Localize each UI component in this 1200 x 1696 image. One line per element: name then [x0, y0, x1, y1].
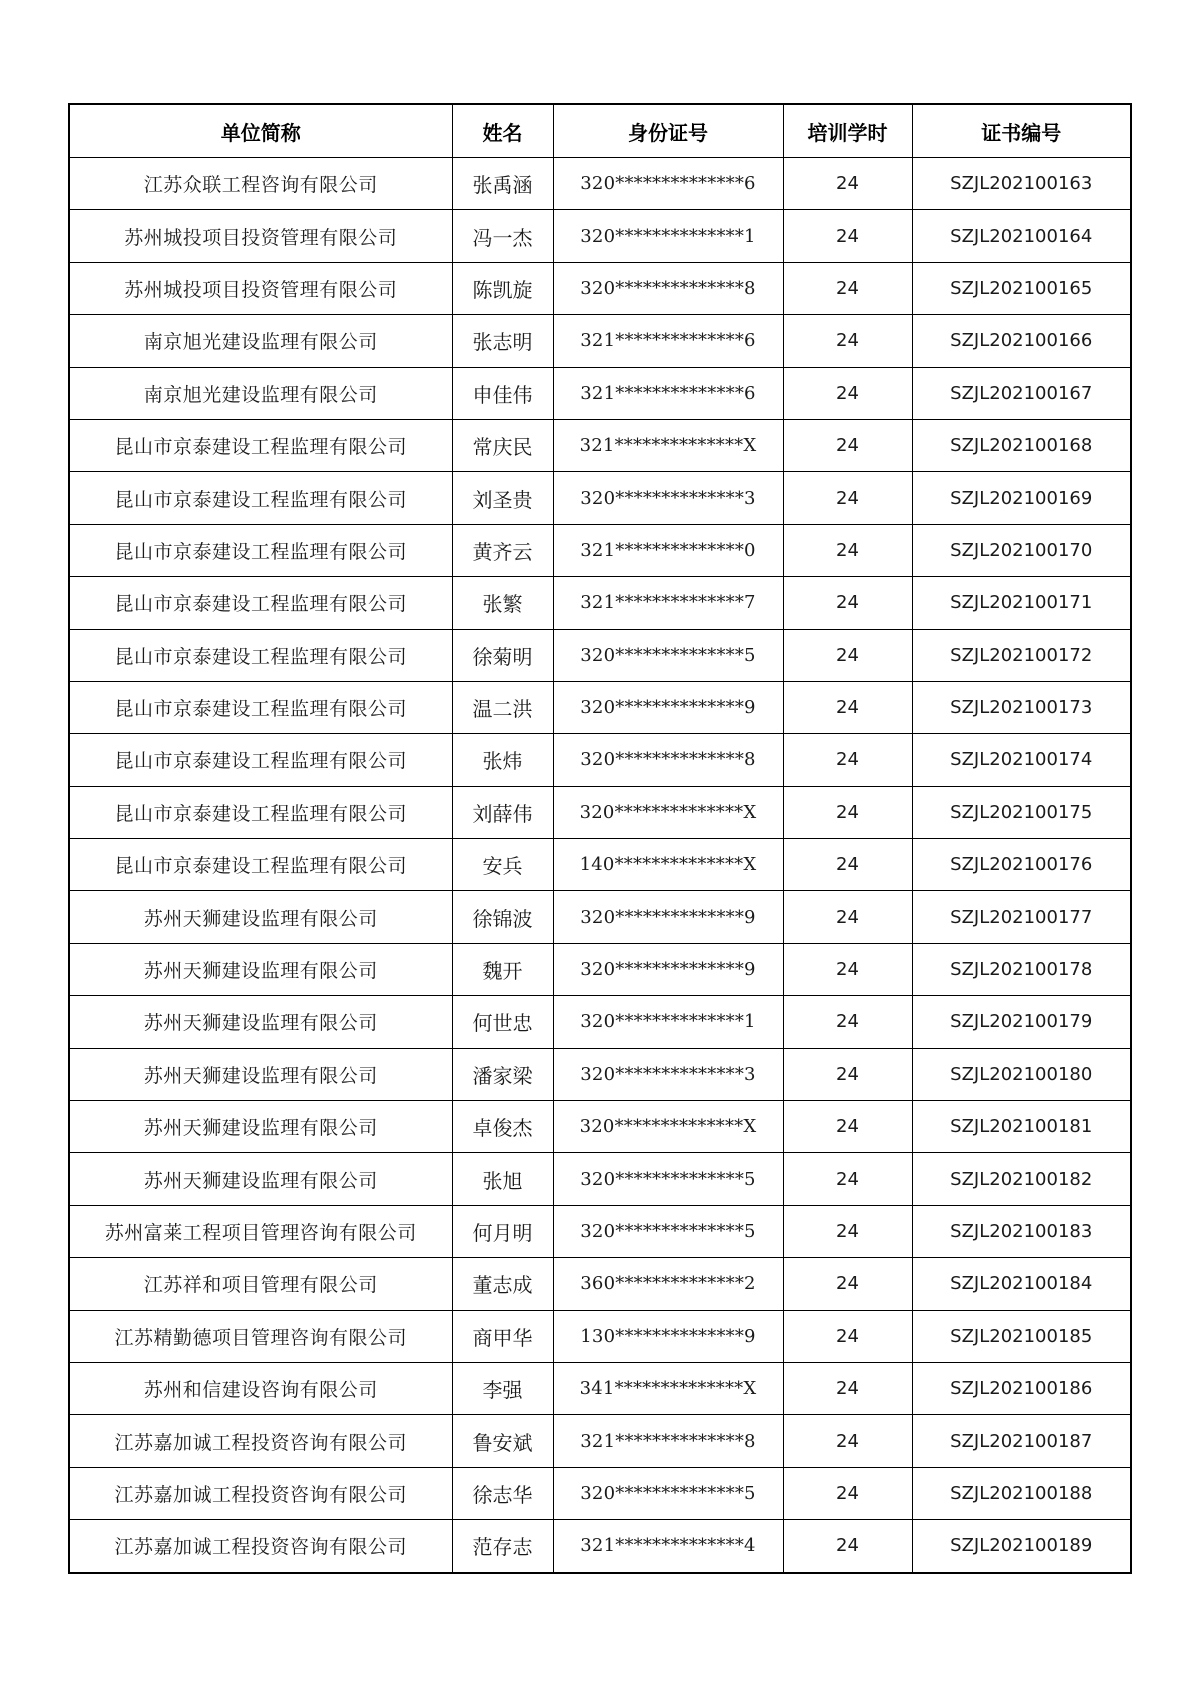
cell-id-number: 321**************6 — [553, 315, 783, 367]
table-row — [69, 315, 1131, 367]
cell-unit: 苏州城投项目投资管理有限公司 — [69, 210, 452, 262]
header-name: 姓名 — [452, 104, 553, 158]
cell-name: 李强 — [452, 1362, 553, 1414]
cell-name: 刘薛伟 — [452, 786, 553, 838]
cell-unit: 江苏精勤德项目管理咨询有限公司 — [69, 1310, 452, 1362]
cell-id-number: 321**************X — [553, 419, 783, 471]
table-row — [69, 943, 1131, 995]
cell-id-number: 320**************6 — [553, 158, 783, 210]
table-row — [69, 891, 1131, 943]
cell-name: 何世忠 — [452, 996, 553, 1048]
cell-name: 张繁 — [452, 577, 553, 629]
cell-training-hours: 24 — [783, 1048, 912, 1100]
cell-name: 张旭 — [452, 1153, 553, 1205]
training-record-table — [68, 103, 1132, 1574]
cell-training-hours: 24 — [783, 315, 912, 367]
cell-name: 张禹涵 — [452, 158, 553, 210]
table-header-row — [69, 104, 1131, 158]
table-row — [69, 1520, 1131, 1573]
table-row — [69, 262, 1131, 314]
cell-name: 范存志 — [452, 1520, 553, 1573]
cell-unit: 苏州天狮建设监理有限公司 — [69, 891, 452, 943]
cell-id-number: 320**************3 — [553, 1048, 783, 1100]
cell-certificate-number: SZJL202100172 — [912, 629, 1131, 681]
cell-id-number: 320**************8 — [553, 734, 783, 786]
cell-name: 安兵 — [452, 839, 553, 891]
cell-unit: 苏州天狮建设监理有限公司 — [69, 1101, 452, 1153]
cell-unit: 昆山市京泰建设工程监理有限公司 — [69, 629, 452, 681]
cell-unit: 昆山市京泰建设工程监理有限公司 — [69, 524, 452, 576]
cell-training-hours: 24 — [783, 681, 912, 733]
cell-unit: 苏州天狮建设监理有限公司 — [69, 1153, 452, 1205]
cell-unit: 江苏嘉加诚工程投资咨询有限公司 — [69, 1467, 452, 1519]
cell-id-number: 321**************0 — [553, 524, 783, 576]
cell-unit: 昆山市京泰建设工程监理有限公司 — [69, 786, 452, 838]
table-row — [69, 1415, 1131, 1467]
table-row — [69, 1101, 1131, 1153]
cell-certificate-number: SZJL202100186 — [912, 1362, 1131, 1414]
cell-certificate-number: SZJL202100188 — [912, 1467, 1131, 1519]
cell-name: 徐志华 — [452, 1467, 553, 1519]
cell-id-number: 320**************1 — [553, 996, 783, 1048]
cell-id-number: 341**************X — [553, 1362, 783, 1414]
cell-training-hours: 24 — [783, 786, 912, 838]
cell-name: 徐锦波 — [452, 891, 553, 943]
cell-certificate-number: SZJL202100171 — [912, 577, 1131, 629]
cell-certificate-number: SZJL202100170 — [912, 524, 1131, 576]
table-row — [69, 577, 1131, 629]
cell-unit: 苏州富莱工程项目管理咨询有限公司 — [69, 1205, 452, 1257]
cell-name: 申佳伟 — [452, 367, 553, 419]
cell-unit: 南京旭光建设监理有限公司 — [69, 315, 452, 367]
cell-id-number: 321**************8 — [553, 1415, 783, 1467]
cell-training-hours: 24 — [783, 1362, 912, 1414]
cell-unit: 苏州天狮建设监理有限公司 — [69, 943, 452, 995]
cell-unit: 苏州城投项目投资管理有限公司 — [69, 262, 452, 314]
cell-certificate-number: SZJL202100182 — [912, 1153, 1131, 1205]
cell-id-number: 320**************5 — [553, 1153, 783, 1205]
cell-unit: 南京旭光建设监理有限公司 — [69, 367, 452, 419]
cell-name: 张志明 — [452, 315, 553, 367]
cell-unit: 昆山市京泰建设工程监理有限公司 — [69, 472, 452, 524]
cell-id-number: 320**************8 — [553, 262, 783, 314]
table-row — [69, 524, 1131, 576]
table-row — [69, 786, 1131, 838]
cell-training-hours: 24 — [783, 367, 912, 419]
table-row — [69, 1362, 1131, 1414]
cell-training-hours: 24 — [783, 158, 912, 210]
cell-id-number: 320**************1 — [553, 210, 783, 262]
cell-name: 鲁安斌 — [452, 1415, 553, 1467]
cell-training-hours: 24 — [783, 1520, 912, 1573]
cell-certificate-number: SZJL202100177 — [912, 891, 1131, 943]
cell-certificate-number: SZJL202100178 — [912, 943, 1131, 995]
table-row — [69, 472, 1131, 524]
cell-training-hours: 24 — [783, 1101, 912, 1153]
cell-certificate-number: SZJL202100164 — [912, 210, 1131, 262]
table-row — [69, 629, 1131, 681]
cell-training-hours: 24 — [783, 1205, 912, 1257]
cell-name: 冯一杰 — [452, 210, 553, 262]
table-row — [69, 1467, 1131, 1519]
cell-id-number: 320**************5 — [553, 1467, 783, 1519]
cell-unit: 江苏嘉加诚工程投资咨询有限公司 — [69, 1520, 452, 1573]
cell-certificate-number: SZJL202100175 — [912, 786, 1131, 838]
cell-unit: 江苏祥和项目管理有限公司 — [69, 1258, 452, 1310]
cell-training-hours: 24 — [783, 524, 912, 576]
cell-training-hours: 24 — [783, 1310, 912, 1362]
cell-id-number: 320**************9 — [553, 891, 783, 943]
cell-certificate-number: SZJL202100180 — [912, 1048, 1131, 1100]
cell-id-number: 320**************X — [553, 1101, 783, 1153]
cell-training-hours: 24 — [783, 262, 912, 314]
cell-training-hours: 24 — [783, 577, 912, 629]
cell-certificate-number: SZJL202100181 — [912, 1101, 1131, 1153]
cell-id-number: 320**************3 — [553, 472, 783, 524]
cell-unit: 昆山市京泰建设工程监理有限公司 — [69, 577, 452, 629]
cell-certificate-number: SZJL202100167 — [912, 367, 1131, 419]
cell-certificate-number: SZJL202100166 — [912, 315, 1131, 367]
cell-certificate-number: SZJL202100185 — [912, 1310, 1131, 1362]
cell-certificate-number: SZJL202100169 — [912, 472, 1131, 524]
cell-unit: 江苏嘉加诚工程投资咨询有限公司 — [69, 1415, 452, 1467]
cell-unit: 昆山市京泰建设工程监理有限公司 — [69, 839, 452, 891]
cell-certificate-number: SZJL202100189 — [912, 1520, 1131, 1573]
cell-training-hours: 24 — [783, 1258, 912, 1310]
cell-training-hours: 24 — [783, 210, 912, 262]
cell-id-number: 320**************9 — [553, 681, 783, 733]
cell-training-hours: 24 — [783, 1467, 912, 1519]
cell-training-hours: 24 — [783, 1415, 912, 1467]
table-row — [69, 1205, 1131, 1257]
cell-unit: 苏州天狮建设监理有限公司 — [69, 1048, 452, 1100]
cell-certificate-number: SZJL202100184 — [912, 1258, 1131, 1310]
header-certificate-number: 证书编号 — [912, 104, 1131, 158]
table-row — [69, 1310, 1131, 1362]
cell-name: 商甲华 — [452, 1310, 553, 1362]
cell-name: 黄齐云 — [452, 524, 553, 576]
cell-certificate-number: SZJL202100179 — [912, 996, 1131, 1048]
table-row — [69, 210, 1131, 262]
cell-certificate-number: SZJL202100183 — [912, 1205, 1131, 1257]
cell-certificate-number: SZJL202100165 — [912, 262, 1131, 314]
cell-name: 常庆民 — [452, 419, 553, 471]
cell-name: 温二洪 — [452, 681, 553, 733]
cell-training-hours: 24 — [783, 839, 912, 891]
header-id-number: 身份证号 — [553, 104, 783, 158]
table-row — [69, 681, 1131, 733]
cell-training-hours: 24 — [783, 996, 912, 1048]
cell-name: 卓俊杰 — [452, 1101, 553, 1153]
cell-name: 潘家梁 — [452, 1048, 553, 1100]
table-row — [69, 1048, 1131, 1100]
table-row — [69, 839, 1131, 891]
table-row — [69, 419, 1131, 471]
cell-certificate-number: SZJL202100174 — [912, 734, 1131, 786]
header-unit-abbreviation: 单位简称 — [69, 104, 452, 158]
cell-id-number: 320**************5 — [553, 1205, 783, 1257]
cell-name: 董志成 — [452, 1258, 553, 1310]
header-training-hours: 培训学时 — [783, 104, 912, 158]
cell-name: 魏开 — [452, 943, 553, 995]
cell-certificate-number: SZJL202100163 — [912, 158, 1131, 210]
cell-id-number: 320**************9 — [553, 943, 783, 995]
cell-training-hours: 24 — [783, 629, 912, 681]
cell-name: 陈凯旋 — [452, 262, 553, 314]
table-row — [69, 1153, 1131, 1205]
table-row — [69, 158, 1131, 210]
cell-certificate-number: SZJL202100187 — [912, 1415, 1131, 1467]
cell-id-number: 321**************6 — [553, 367, 783, 419]
cell-training-hours: 24 — [783, 734, 912, 786]
cell-name: 刘圣贵 — [452, 472, 553, 524]
cell-training-hours: 24 — [783, 419, 912, 471]
table-row — [69, 367, 1131, 419]
cell-training-hours: 24 — [783, 943, 912, 995]
cell-unit: 苏州和信建设咨询有限公司 — [69, 1362, 452, 1414]
cell-id-number: 140**************X — [553, 839, 783, 891]
cell-id-number: 321**************4 — [553, 1520, 783, 1573]
cell-id-number: 320**************5 — [553, 629, 783, 681]
cell-unit: 昆山市京泰建设工程监理有限公司 — [69, 734, 452, 786]
cell-unit: 江苏众联工程咨询有限公司 — [69, 158, 452, 210]
cell-id-number: 321**************7 — [553, 577, 783, 629]
cell-id-number: 130**************9 — [553, 1310, 783, 1362]
table-row — [69, 1258, 1131, 1310]
cell-training-hours: 24 — [783, 891, 912, 943]
training-record-sheet — [68, 103, 1130, 1574]
cell-name: 张炜 — [452, 734, 553, 786]
cell-id-number: 360**************2 — [553, 1258, 783, 1310]
cell-unit: 苏州天狮建设监理有限公司 — [69, 996, 452, 1048]
table-row — [69, 996, 1131, 1048]
cell-id-number: 320**************X — [553, 786, 783, 838]
table-body — [69, 158, 1131, 1573]
cell-training-hours: 24 — [783, 472, 912, 524]
cell-name: 徐菊明 — [452, 629, 553, 681]
cell-certificate-number: SZJL202100168 — [912, 419, 1131, 471]
cell-certificate-number: SZJL202100176 — [912, 839, 1131, 891]
cell-unit: 昆山市京泰建设工程监理有限公司 — [69, 681, 452, 733]
cell-certificate-number: SZJL202100173 — [912, 681, 1131, 733]
cell-training-hours: 24 — [783, 1153, 912, 1205]
cell-name: 何月明 — [452, 1205, 553, 1257]
table-row — [69, 734, 1131, 786]
cell-unit: 昆山市京泰建设工程监理有限公司 — [69, 419, 452, 471]
